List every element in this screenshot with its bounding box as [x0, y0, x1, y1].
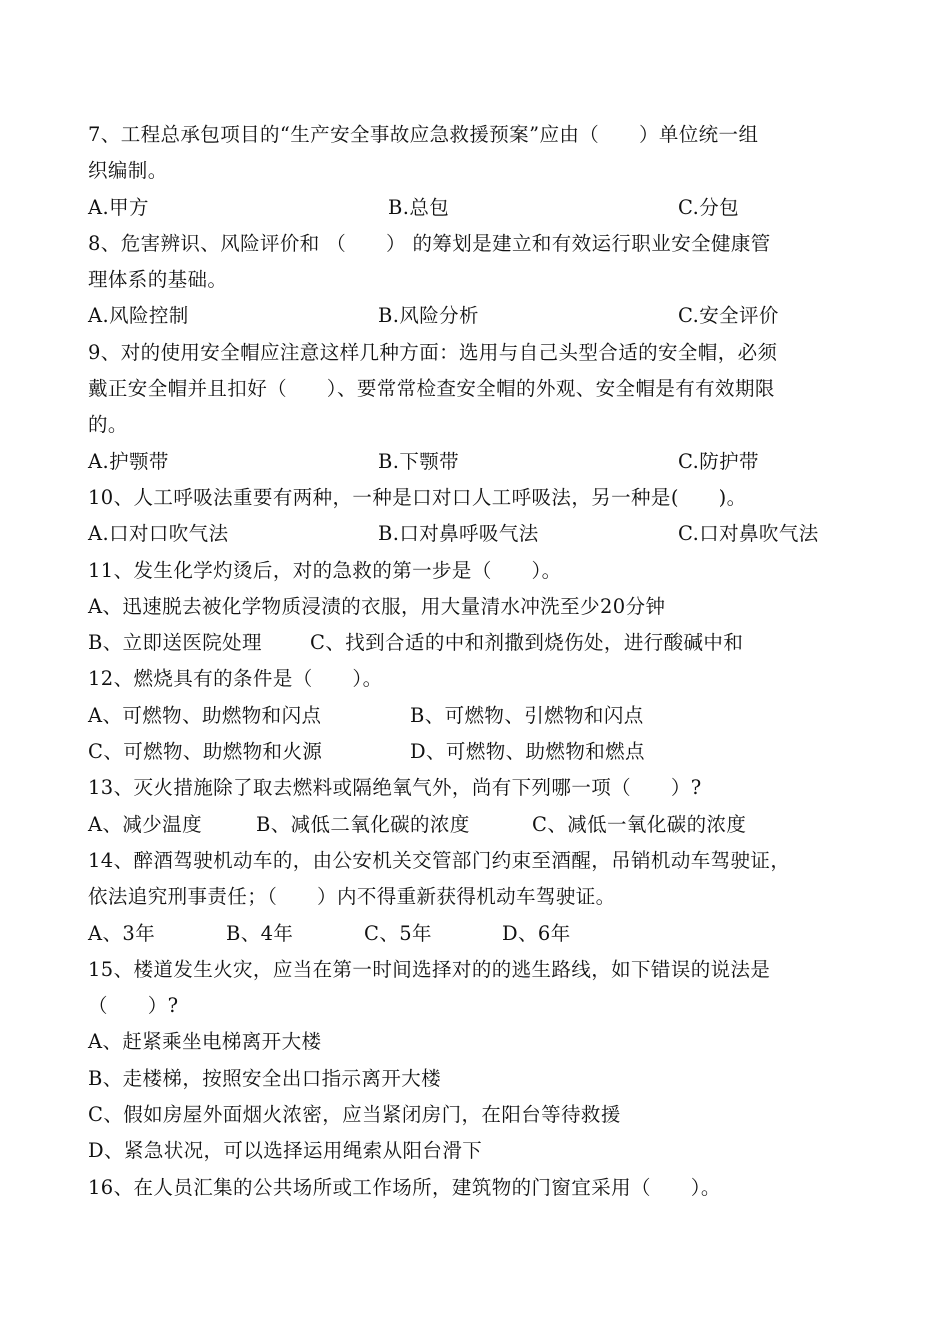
q9-stem-line-3: 的。	[88, 413, 128, 437]
q15-stem-line-2: （ ）?	[88, 994, 179, 1018]
q8-stem-line-1: 8、危害辨识、风险评价和 （ ） 的筹划是建立和有效运行职业安全健康管	[88, 231, 771, 255]
q8-option-c: C.安全评价	[678, 304, 779, 328]
q11-option-c: C、找到合适的中和剂撒到烧伤处，进行酸碱中和	[310, 631, 744, 655]
q8-option-a: A.风险控制	[88, 304, 189, 328]
q10-option-c: C.口对鼻吹气法	[678, 522, 819, 546]
q11-option-a: A、迅速脱去被化学物质浸渍的衣服，用大量清水冲洗至少20分钟	[88, 594, 666, 618]
q12-option-c: C、可燃物、助燃物和火源	[88, 740, 323, 764]
q8-options	[88, 298, 878, 334]
q12-stem: 12、燃烧具有的条件是（ ）。	[88, 667, 383, 691]
q11-option-b: B、立即送医院处理	[88, 631, 262, 655]
q9-stem-line-1: 9、对的使用安全帽应注意这样几种方面：选用与自己头型合适的安全帽，必须	[88, 340, 778, 364]
q16-stem: 16、在人员汇集的公共场所或工作场所，建筑物的门窗宜采用（ ）。	[88, 1175, 721, 1199]
q14-options	[88, 916, 878, 952]
q10-options	[88, 516, 878, 552]
q7-options	[88, 190, 878, 226]
q7-option-a: A.甲方	[88, 195, 149, 219]
q7-stem-line-2: 织编制。	[88, 159, 168, 183]
q10-stem: 10、人工呼吸法重要有两种，一种是口对口人工呼吸法，另一种是( )。	[88, 485, 747, 509]
q12-options-cd	[88, 734, 878, 770]
q8-option-b: B.风险分析	[378, 304, 479, 328]
q14-stem-line-1: 14、醉酒驾驶机动车的，由公安机关交管部门约束至酒醒，吊销机动车驾驶证，	[88, 848, 791, 872]
q15-option-d: D、紧急状况，可以选择运用绳索从阳台滑下	[88, 1139, 483, 1163]
q13-option-c: C、减低一氧化碳的浓度	[532, 812, 747, 836]
q12-option-d: D、可燃物、助燃物和燃点	[410, 740, 645, 764]
q10-option-a: A.口对口吹气法	[88, 522, 229, 546]
question-list	[88, 117, 878, 1206]
q13-options	[88, 807, 878, 843]
q11-options-bc	[88, 625, 878, 661]
q9-option-a: A.护颚带	[88, 449, 169, 473]
q8-stem-line-2: 理体系的基础。	[88, 268, 228, 292]
q9-options	[88, 444, 878, 480]
q15-option-a: A、赶紧乘坐电梯离开大楼	[88, 1030, 322, 1054]
q11-stem: 11、发生化学灼烫后，对的急救的第一步是（ ）。	[88, 558, 562, 582]
q7-option-b: B.总包	[388, 195, 450, 219]
q15-option-c: C、假如房屋外面烟火浓密，应当紧闭房门，在阳台等待救援	[88, 1103, 621, 1127]
q12-option-b: B、可燃物、引燃物和闪点	[410, 703, 644, 727]
q9-option-c: C.防护带	[678, 449, 759, 473]
q7-option-c: C.分包	[678, 195, 740, 219]
q14-stem-line-2: 依法追究刑事责任；（ ）内不得重新获得机动车驾驶证。	[88, 885, 616, 909]
q13-option-a: A、减少温度	[88, 812, 202, 836]
q14-option-d: D、6年	[502, 921, 571, 945]
q13-option-b: B、减低二氧化碳的浓度	[256, 812, 470, 836]
q9-stem-line-2: 戴正安全帽并且扣好（ ）、要常常检查安全帽的外观、安全帽是有有效期限	[88, 377, 775, 401]
q10-option-b: B.口对鼻呼吸气法	[378, 522, 539, 546]
q14-option-b: B、4年	[226, 921, 294, 945]
q14-option-a: A、3年	[88, 921, 156, 945]
q12-option-a: A、可燃物、助燃物和闪点	[88, 703, 322, 727]
q14-option-c: C、5年	[364, 921, 432, 945]
q7-stem-line-1: 7、工程总承包项目的“生产安全事故应急救援预案”应由（ ）单位统一组	[88, 123, 759, 146]
q12-options-ab	[88, 698, 878, 734]
q9-option-b: B.下颚带	[378, 449, 460, 473]
q13-stem: 13、灭火措施除了取去燃料或隔绝氧气外，尚有下列哪一项（ ）?	[88, 776, 702, 800]
q15-stem-line-1: 15、楼道发生火灾，应当在第一时间选择对的的逃生路线，如下错误的说法是	[88, 957, 771, 981]
q15-option-b: B、走楼梯，按照安全出口指示离开大楼	[88, 1066, 442, 1090]
